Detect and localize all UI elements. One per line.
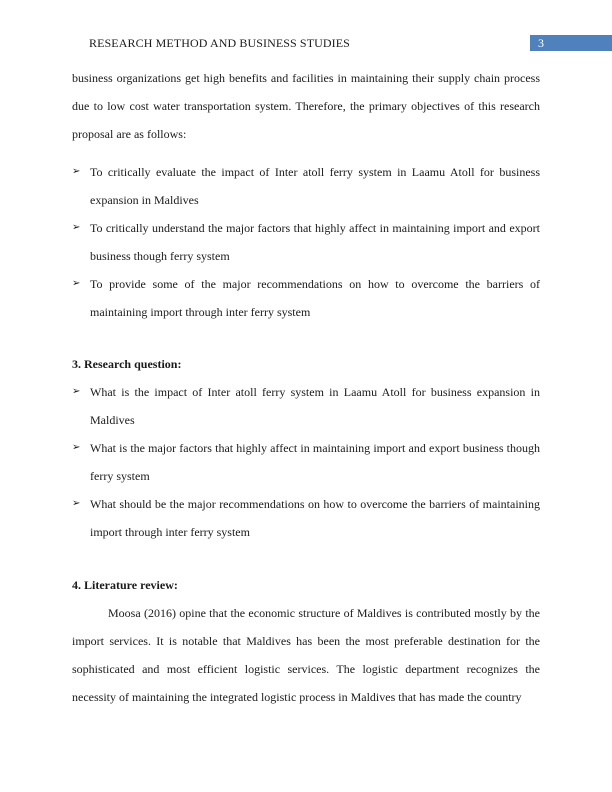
- research-question-heading: 3. Research question:: [72, 357, 182, 371]
- research-question-item-2: [72, 434, 540, 490]
- running-header-title: RESEARCH METHOD AND BUSINESS STUDIES: [89, 36, 350, 50]
- research-question-list: [72, 378, 540, 546]
- literature-review-paragraph: Moosa (2016) opine that the economic structure of Maldives is contributed mostly by the import services. It is notable that Maldives has been the most preferable destination for the sophisticated and most efficient logistic services. The logistic department recognizes the necessity of maintaining the integrated logistic process in Maldives that has made the country: [72, 606, 540, 704]
- page-number: 3: [538, 36, 544, 50]
- objective-text: To critically evaluate the impact of Inter atoll ferry system in Laamu Atoll for business expansion in Maldives: [90, 165, 540, 207]
- intro-paragraph: business organizations get high benefits and facilities in maintaining their supply chain process due to low cost water transportation system. Therefore, the primary objectives of this research proposal are as follows:: [72, 71, 540, 141]
- arrow-bullet-icon: ➢: [72, 222, 81, 233]
- arrow-bullet-icon: ➢: [72, 166, 81, 177]
- research-question-text: What should be the major recommendations on how to overcome the barriers of maintaining import through inter ferry system: [90, 497, 540, 539]
- research-question-item-3: [72, 490, 540, 546]
- research-question-item-1: [72, 378, 540, 434]
- research-question-text: What is the major factors that highly affect in maintaining import and export business though ferry system: [90, 441, 540, 483]
- objectives-list: [72, 158, 540, 326]
- objective-item-3: [72, 270, 540, 326]
- document-body: [72, 64, 540, 711]
- arrow-bullet-icon: ➢: [72, 442, 81, 453]
- arrow-bullet-icon: ➢: [72, 386, 81, 397]
- objective-text: To provide some of the major recommendations on how to overcome the barriers of maintaining import through inter ferry system: [90, 277, 540, 319]
- research-question-text: What is the impact of Inter atoll ferry system in Laamu Atoll for business expansion in Maldives: [90, 385, 540, 427]
- arrow-bullet-icon: ➢: [72, 278, 81, 289]
- page-number-bar: [530, 35, 612, 51]
- objective-text: To critically understand the major factors that highly affect in maintaining import and export business though ferry system: [90, 221, 540, 263]
- literature-review-heading: 4. Literature review:: [72, 578, 178, 592]
- objective-item-1: [72, 158, 540, 214]
- objective-item-2: [72, 214, 540, 270]
- arrow-bullet-icon: ➢: [72, 498, 81, 509]
